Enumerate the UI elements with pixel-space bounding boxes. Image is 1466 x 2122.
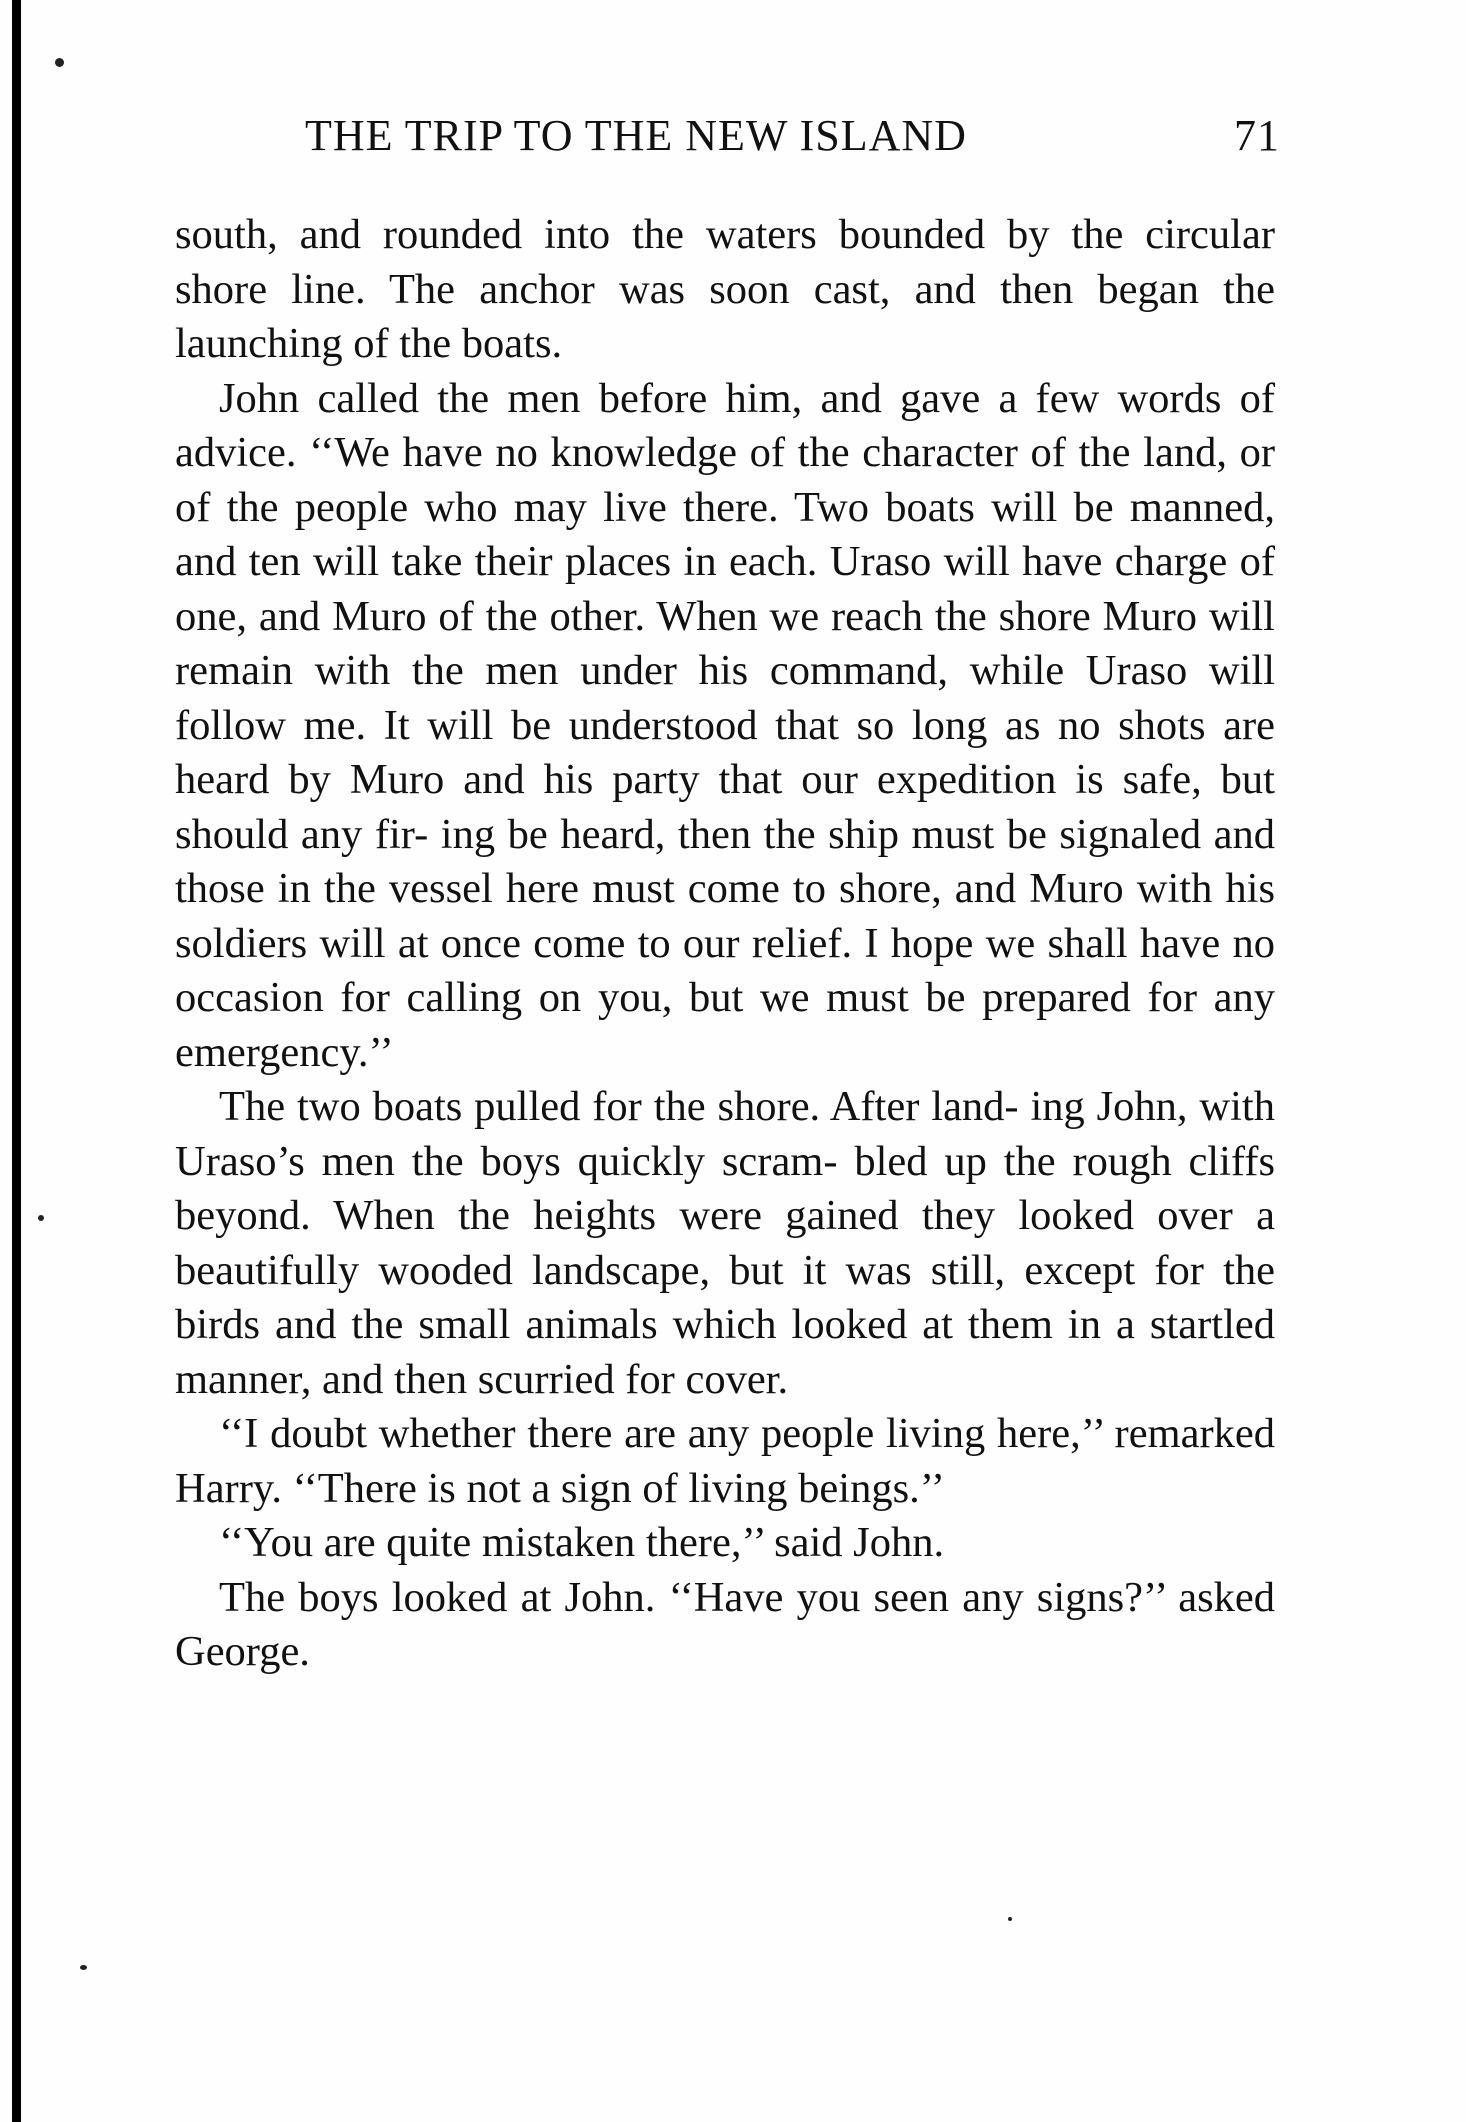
scan-speck [1008,1917,1012,1921]
scan-speck [80,1965,87,1970]
scan-speck [55,58,64,67]
paragraph: ‘‘You are quite mistaken there,’’ said John. [219,1519,945,1566]
page-number: 71 [1234,111,1280,160]
scan-speck [38,1215,44,1221]
running-header [305,110,1280,170]
paragraph: The two boats pulled for the shore. After land- ing John, with Uraso’s men the boys quickly scram- bled up the rough cliffs beyond. When the heights were gained they looked over a beautifully wooded landscape, but it was still, except for the birds and the small animals which looked at them in a startled manner, and then scurried for cover. [175,1083,1275,1403]
body-text [175,208,1275,1680]
paragraph: John called the men before him, and gave a few words of advice. ‘‘We have no knowledge of the character of the land, or of the people who may live there. Two boats will be manned, and ten will take their places in each. Uraso will have charge of one, and Muro of the other. When we reach the shore Muro will remain with the men under his command, while Uraso will follow me. It will be understood that so long as no shots are heard by Muro and his party that our expedition is safe, but should any fir- ing be heard, then the ship must be signaled and those in the vessel here must come to shore, and Muro with his soldiers will at once come to our relief. I hope we shall have no occasion for calling on you, but we must be prepared for any emergency.’’ [175,374,1275,1076]
chapter-title: THE TRIP TO THE NEW ISLAND [305,111,967,160]
paragraph: south, and rounded into the waters bounded by the circular shore line. The anchor was soon cast, and then began the launching of the boats. [175,211,1275,367]
paragraph: The boys looked at John. ‘‘Have you seen any signs?’’ asked George. [175,1573,1275,1675]
paragraph: ‘‘I doubt whether there are any people living here,’’ remarked Harry. ‘‘There is not a sign of living beings.’’ [175,1410,1275,1512]
page-spine-edge [12,0,21,2122]
